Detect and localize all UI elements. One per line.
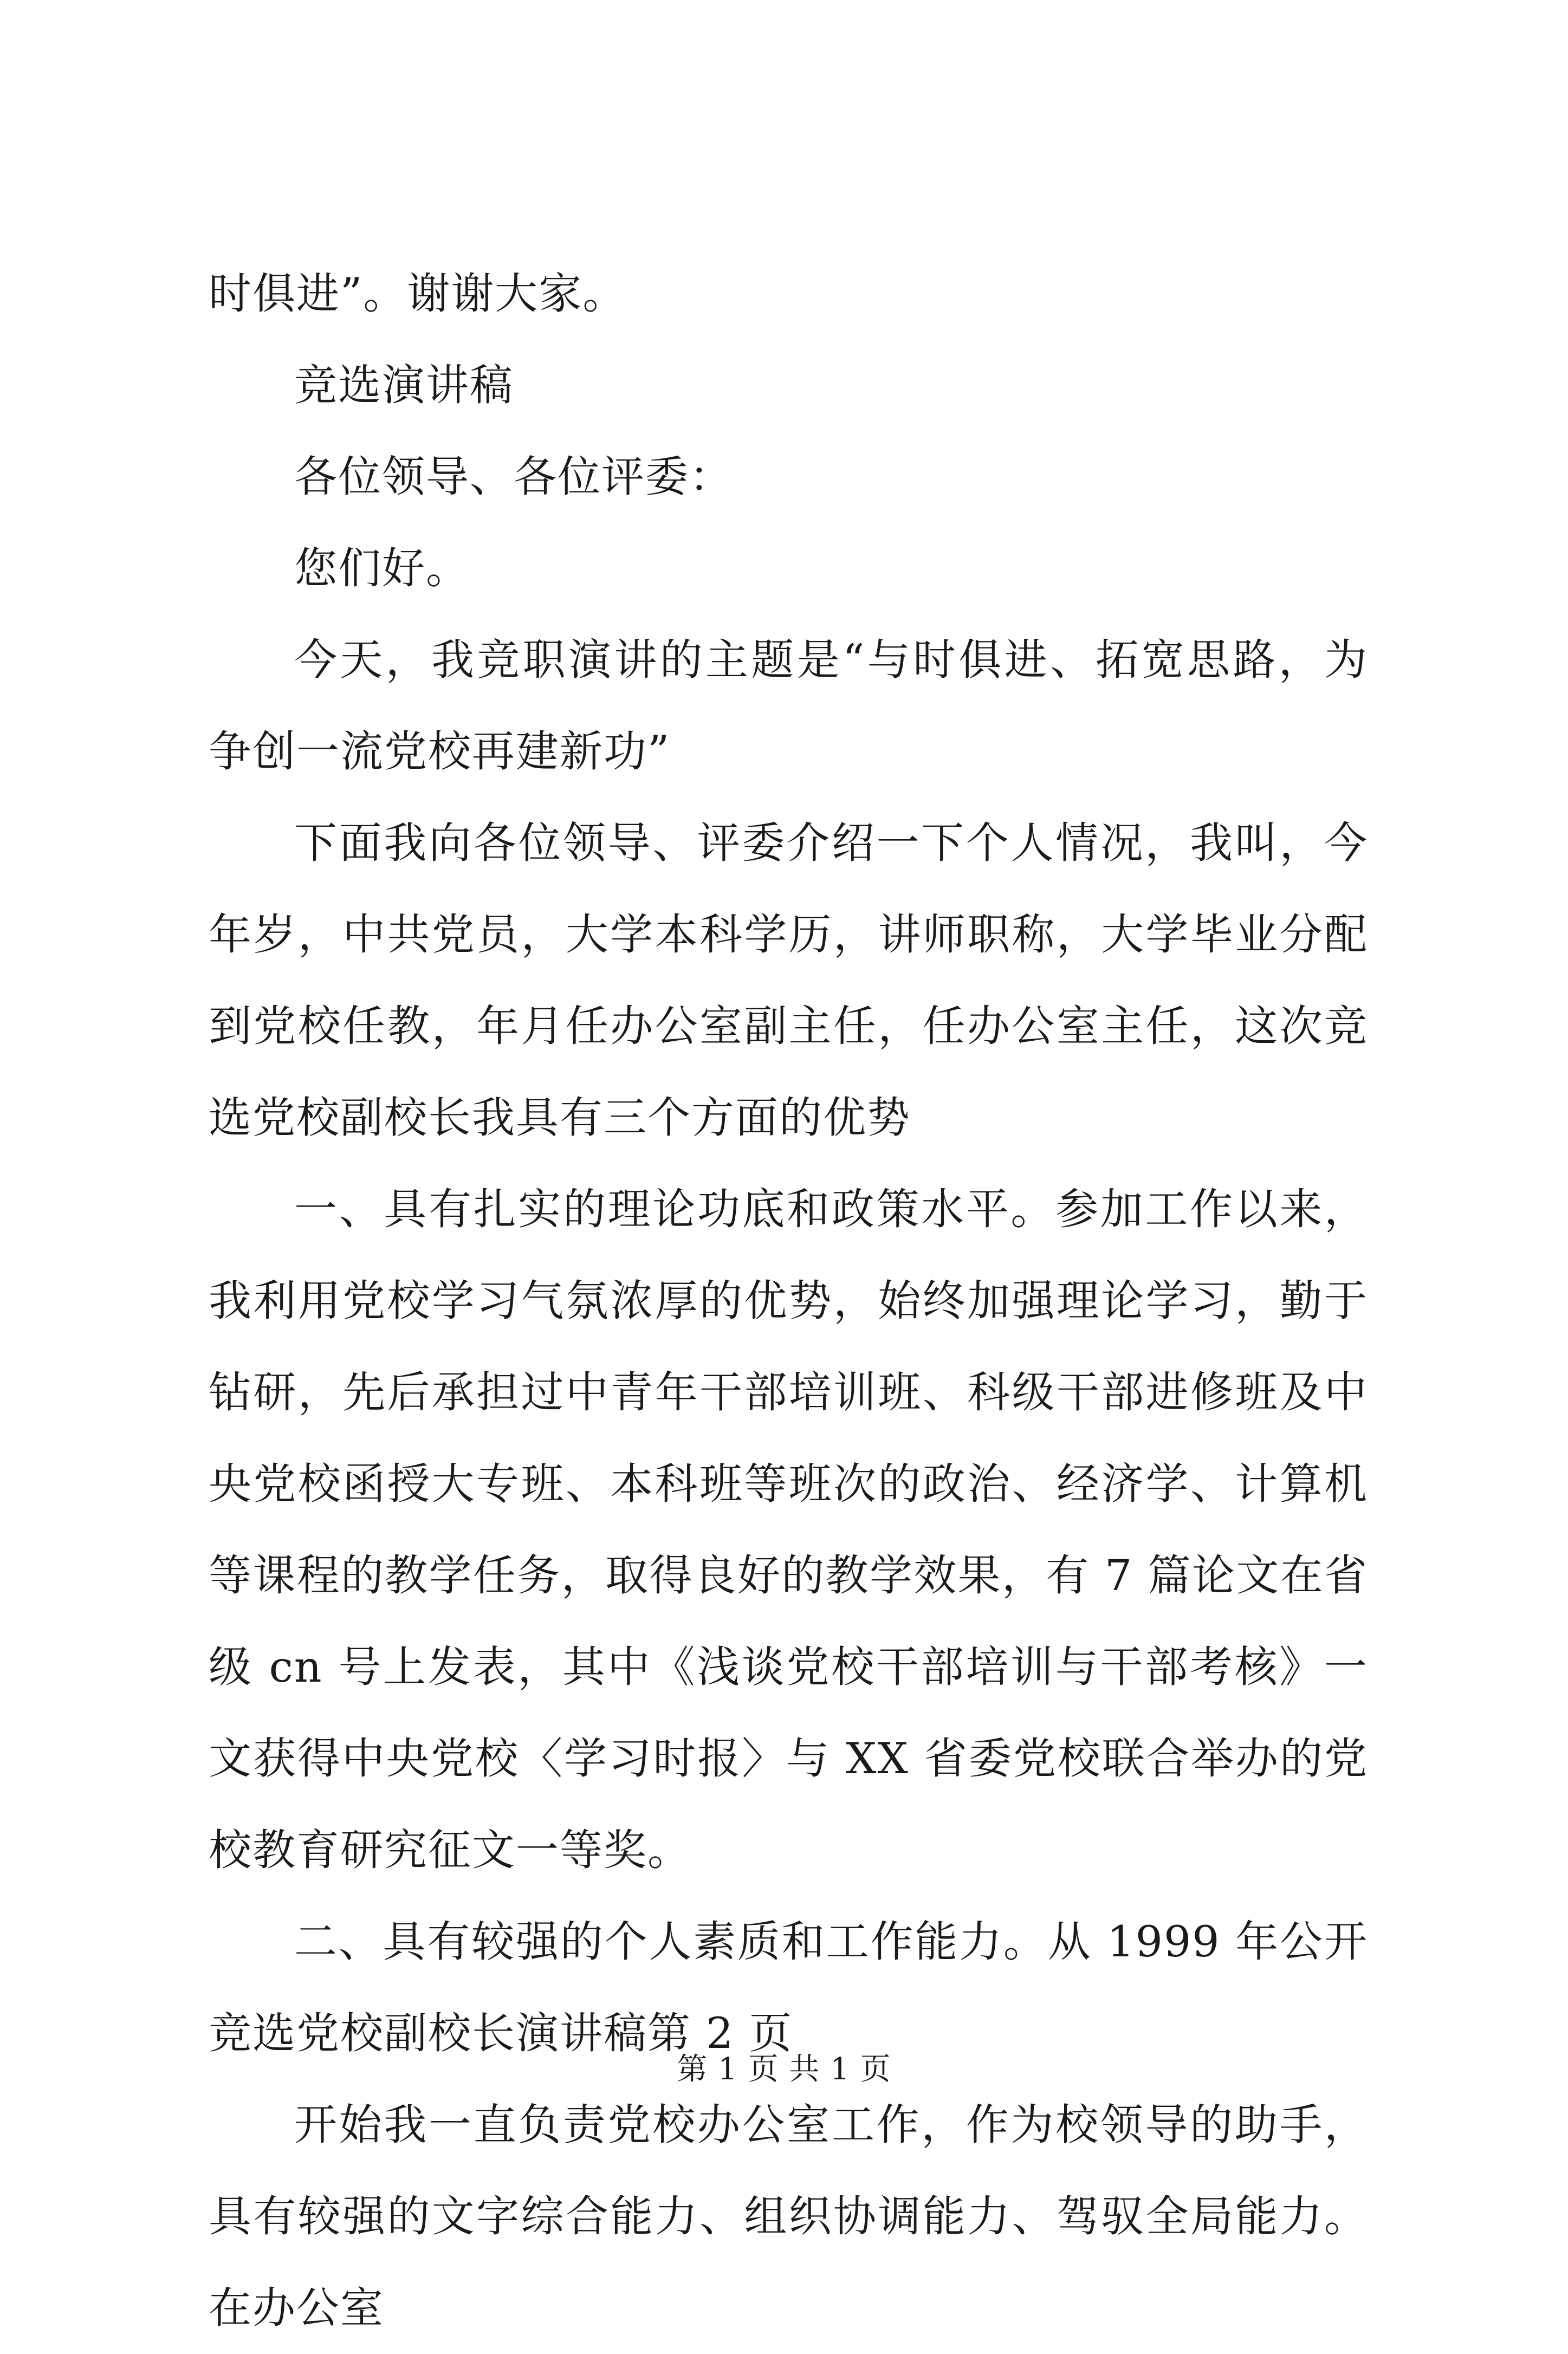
paragraph-theme: 今天，我竞职演讲的主题是“与时俱进、拓宽思路，为争创一流党校再建新功” bbox=[209, 635, 1368, 776]
paragraph-title: 竞选演讲稿 bbox=[294, 360, 514, 410]
paragraph-strength-one: 一、具有扎实的理论功底和政策水平。参加工作以来，我利用党校学习气氛浓厚的优势，始终加强理论学习，勤于钻研，先后承担过中青年干部培训班、科级干部进修班及中央党校函授大专班、本科班等班次的政治、经济学、计算机等课程的教学任务，取得良好的教学效果，有 7 篇论文在省级 cn 号上发表，其中《浅谈党校干部培训与干部考核》一文获得中央党校〈学习时报〉与 XX 省委党校联合举办的党校教育研究征文一等奖。 bbox=[209, 1184, 1368, 1875]
paragraph-strength-two: 二、具有较强的个人素质和工作能力。从 1999 年公开竞选党校副校长演讲稿第 2 页 bbox=[209, 1917, 1368, 2058]
paragraph-greeting: 您们好。 bbox=[294, 543, 470, 593]
paragraph-office-work: 开始我一直负责党校办公室工作，作为校领导的助手，具有较强的文字综合能力、组织协调能力、驾驭全局能力。在办公室 bbox=[209, 2100, 1368, 2333]
paragraph-salutation: 各位领导、各位评委： bbox=[294, 452, 733, 502]
page-footer: 第 1 页 共 1 页 bbox=[677, 2052, 891, 2087]
paragraph-introduction: 下面我向各位领导、评委介绍一下个人情况，我叫，今年岁，中共党员，大学本科学历，讲师职称，大学毕业分配到党校任教，年月任办公室副主任，任办公室主任，这次竞选党校副校长我具有三个方面的优势 bbox=[209, 818, 1368, 1143]
document-body bbox=[209, 248, 1368, 2354]
paragraph-continuation: 时俱进”。谢谢大家。 bbox=[209, 269, 627, 319]
